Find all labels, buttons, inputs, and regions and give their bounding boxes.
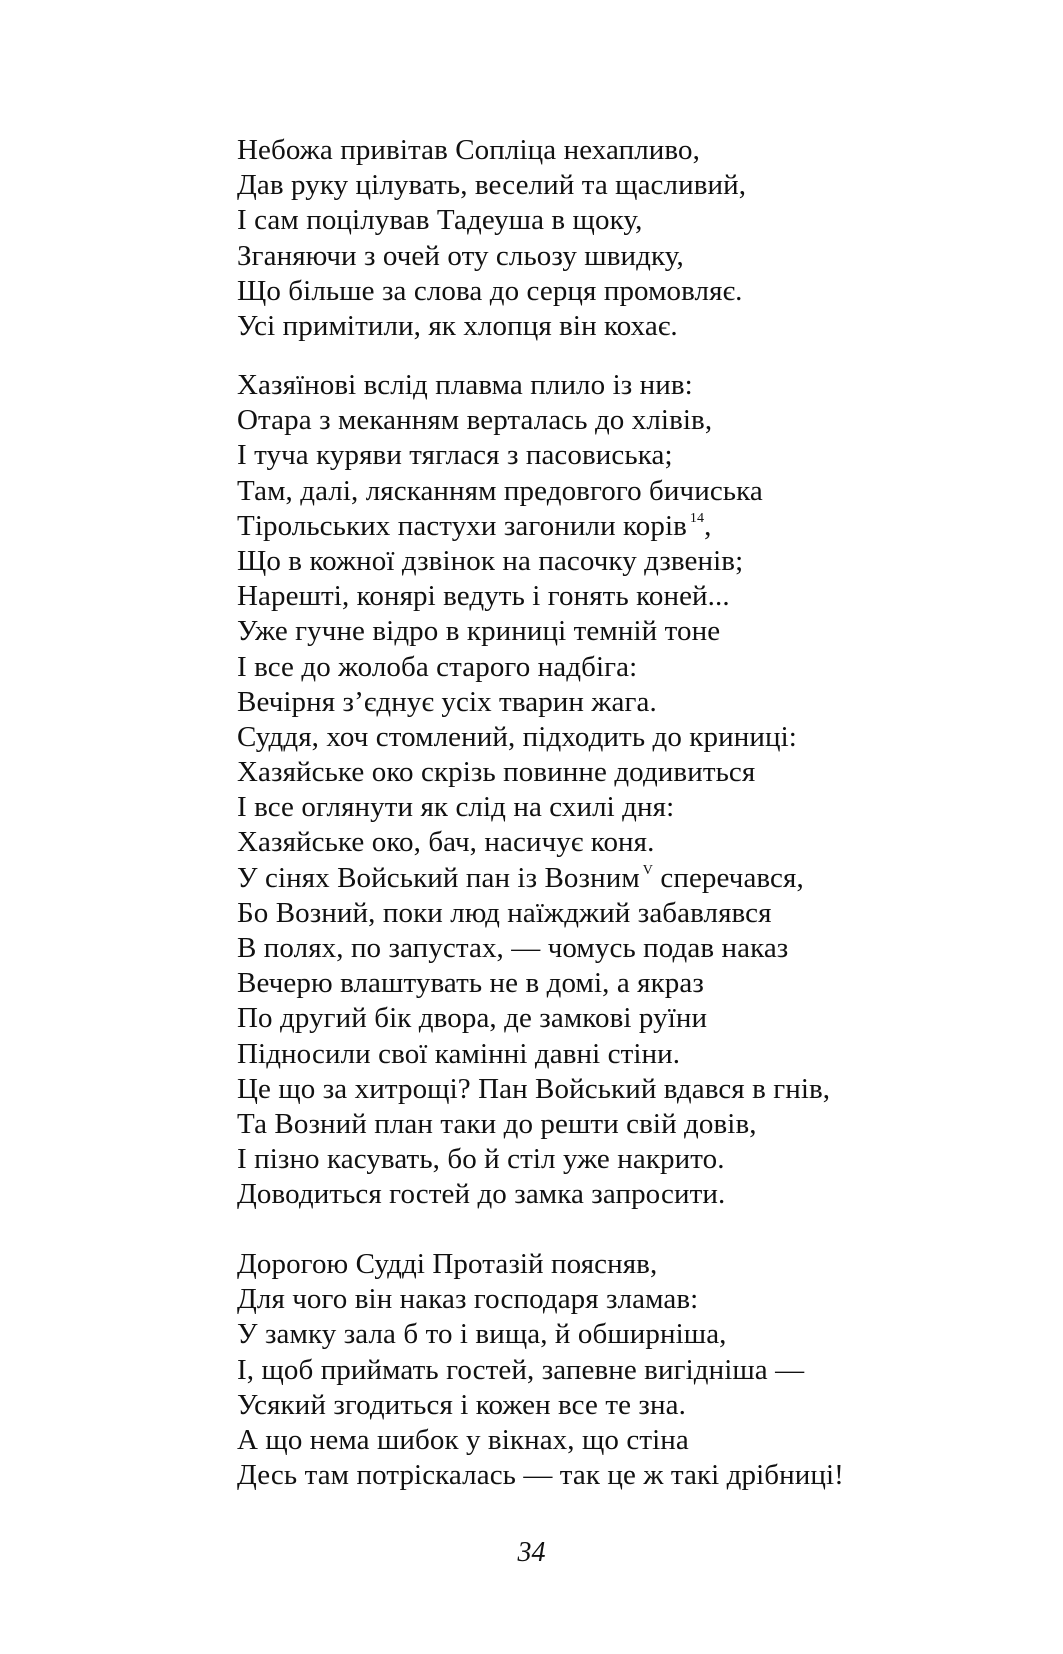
verse-line: Там, далі, лясканням предовгого бичиська (237, 474, 763, 507)
stanza-2 (237, 368, 830, 1213)
verse-line: Уже гучне відро в криниці темній тоне (237, 615, 721, 648)
verse-line: Отара з меканням верталась до хлівів, (237, 404, 713, 437)
page-number: 34 (517, 1537, 546, 1568)
verse-line: Усякий згодиться і кожен все те зна. (237, 1388, 686, 1421)
verse-line: А що нема шибок у вікнах, що стіна (237, 1423, 689, 1456)
endnote-marker-v[interactable]: V (642, 862, 653, 878)
verse-line: Дав руку цілувать, веселий та щасливий, (237, 169, 747, 202)
verse-line: Хазяйське око, бач, насичує коня. (237, 826, 655, 859)
verse-line: Що в кожної дзвінок на пасочку дзвенів; (237, 544, 744, 577)
stanza-3 (237, 1247, 844, 1493)
verse-line: Та Возний план таки до решти свій довів, (237, 1107, 757, 1140)
verse-line: Це що за хитрощі? Пан Войський вдався в гнів, (237, 1072, 831, 1105)
verse-line: І все оглянути як слід на схилі дня: (237, 791, 675, 824)
verse-line: І пізно касувать, бо й стіл уже накрито. (237, 1143, 725, 1176)
verse-line: Десь там потріскалась — так це ж такі дрібниці! (237, 1459, 844, 1492)
verse-line: Усі примітили, як хлопця він кохає. (237, 309, 678, 342)
verse-line: Вечерю влаштувать не в домі, а якраз (237, 967, 704, 1000)
verse-line-with-note-14 (237, 509, 830, 544)
verse-line-tail: , (704, 509, 712, 542)
verse-line: Хазяїнові вслід плавма плило із нив: (237, 369, 693, 401)
verse-line: У замку зала б то і вища, й обширніша, (237, 1318, 727, 1351)
verse-line: Доводиться гостей до замка запросити. (237, 1178, 726, 1211)
verse-line: Бо Возний, поки люд наїжджий забавлявся (237, 896, 772, 929)
verse-line-tail: сперечався, (660, 861, 804, 894)
verse-line: Вечірня з’єднує усіх тварин жага. (237, 685, 657, 718)
footnote-marker-14[interactable]: 14 (689, 510, 705, 526)
verse-line: І сам поцілував Тадеуша в щоку, (237, 204, 643, 237)
verse-line: В полях, по запустах, — чомусь подав наказ (237, 932, 789, 964)
verse-line-with-note-v (237, 861, 830, 896)
verse-line: Дорогою Судді Протазій поясняв, (237, 1248, 658, 1280)
verse-line: І туча куряви тяглася з пасовиська; (237, 439, 673, 472)
verse-line: По другий бік двора, де замкові руїни (237, 1002, 708, 1035)
verse-line-text: Тірольських пастухи загонили корів (237, 509, 687, 542)
verse-line: Зганяючи з очей оту сльозу швидку, (237, 239, 684, 272)
verse-line: Хазяйське око скрізь повинне додивиться (237, 756, 756, 789)
verse-line: Суддя, хоч стомлений, підходить до криниці: (237, 720, 797, 753)
verse-line-text: У сінях Войський пан із Возним (237, 861, 640, 894)
verse-line: Підносили свої камінні давні стіни. (237, 1037, 681, 1070)
verse-line: Для чого він наказ господаря зламав: (237, 1283, 699, 1316)
verse-line: Небожа привітав Сопліца нехапливо, (237, 134, 700, 166)
verse-line: І, щоб приймать гостей, запевне вигідніша — (237, 1353, 805, 1386)
verse-line: І все до жолоба старого надбіга: (237, 650, 638, 683)
stanza-1 (237, 133, 746, 344)
verse-line: Що більше за слова до серця промовляє. (237, 274, 743, 307)
verse-line: Нарешті, конярі ведуть і гонять коней... (237, 580, 730, 613)
